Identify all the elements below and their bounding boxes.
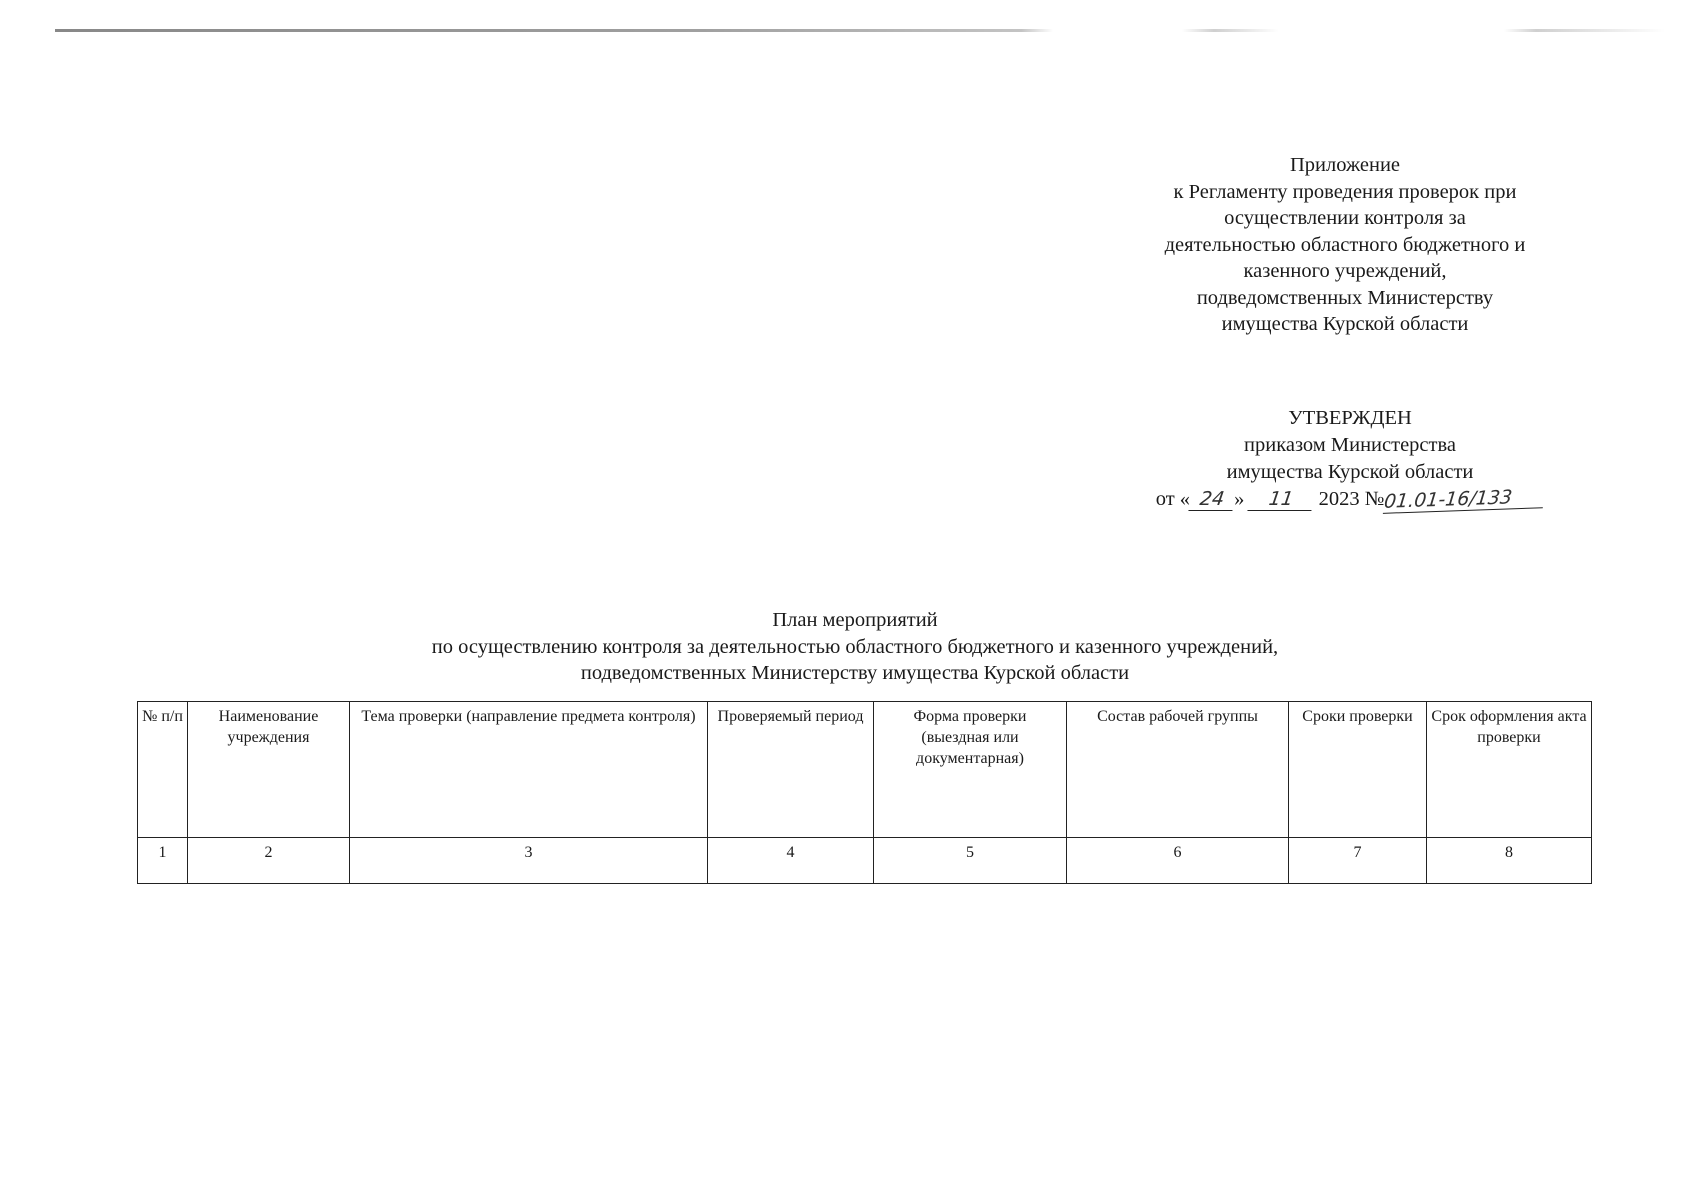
- column-number: 7: [1289, 838, 1427, 884]
- plan-title-line: по осуществлению контроля за деятельностью областного бюджетного и казенного учреждений,: [431, 635, 1279, 658]
- date-mid: »: [1234, 488, 1245, 510]
- table-header-row: [138, 702, 1592, 838]
- handwritten-day: 24: [1188, 488, 1235, 511]
- annex-line: деятельностью областного бюджетного и: [1164, 233, 1526, 256]
- column-number: 6: [1067, 838, 1289, 884]
- header-act-deadline: Срок оформления акта проверки: [1427, 702, 1592, 838]
- header-topic: Тема проверки (направление предмета контроля): [350, 702, 708, 838]
- approval-line: имущества Курской области: [1226, 461, 1474, 483]
- header-dates: Сроки проверки: [1289, 702, 1427, 838]
- header-working-group: Состав рабочей группы: [1067, 702, 1289, 838]
- number-prefix: №: [1364, 488, 1385, 510]
- annex-block: [1110, 152, 1580, 338]
- annex-line: подведомственных Министерству: [1196, 286, 1494, 309]
- header-period: Проверяемый период: [708, 702, 874, 838]
- column-number: 2: [188, 838, 350, 884]
- annex-line: осуществлении контроля за: [1224, 207, 1466, 229]
- column-number: 1: [138, 838, 188, 884]
- column-number: 3: [350, 838, 708, 884]
- plan-table: [137, 701, 1592, 884]
- date-prefix: от «: [1155, 488, 1191, 510]
- approval-block: [1130, 405, 1570, 513]
- plan-title: [300, 607, 1410, 687]
- approval-line: приказом Министерства: [1244, 434, 1456, 456]
- handwritten-order-number: 01.01-16/133: [1383, 485, 1545, 514]
- header-number: № п/п: [138, 702, 188, 838]
- plan-title-line: План мероприятий: [772, 609, 938, 631]
- plan-title-line: подведомственных Министерству имущества Курской области: [580, 662, 1130, 684]
- handwritten-month: 11: [1248, 488, 1315, 511]
- annex-line: к Регламенту проведения проверок при: [1173, 180, 1517, 203]
- scan-edge-artifact: [55, 29, 1665, 32]
- column-number: 4: [708, 838, 874, 884]
- approval-date-line: [1130, 486, 1570, 513]
- annex-line: Приложение: [1289, 154, 1401, 176]
- table-row: [138, 838, 1592, 884]
- column-number: 8: [1427, 838, 1592, 884]
- header-institution: Наименование учреждения: [188, 702, 350, 838]
- annex-line: имущества Курской области: [1221, 313, 1469, 335]
- approval-heading: УТВЕРЖДЕН: [1288, 407, 1412, 429]
- column-number: 5: [874, 838, 1067, 884]
- annex-line: казенного учреждений,: [1243, 260, 1447, 282]
- date-year: 2023: [1318, 488, 1360, 510]
- header-form: Форма проверки (выездная или документарная): [874, 702, 1067, 838]
